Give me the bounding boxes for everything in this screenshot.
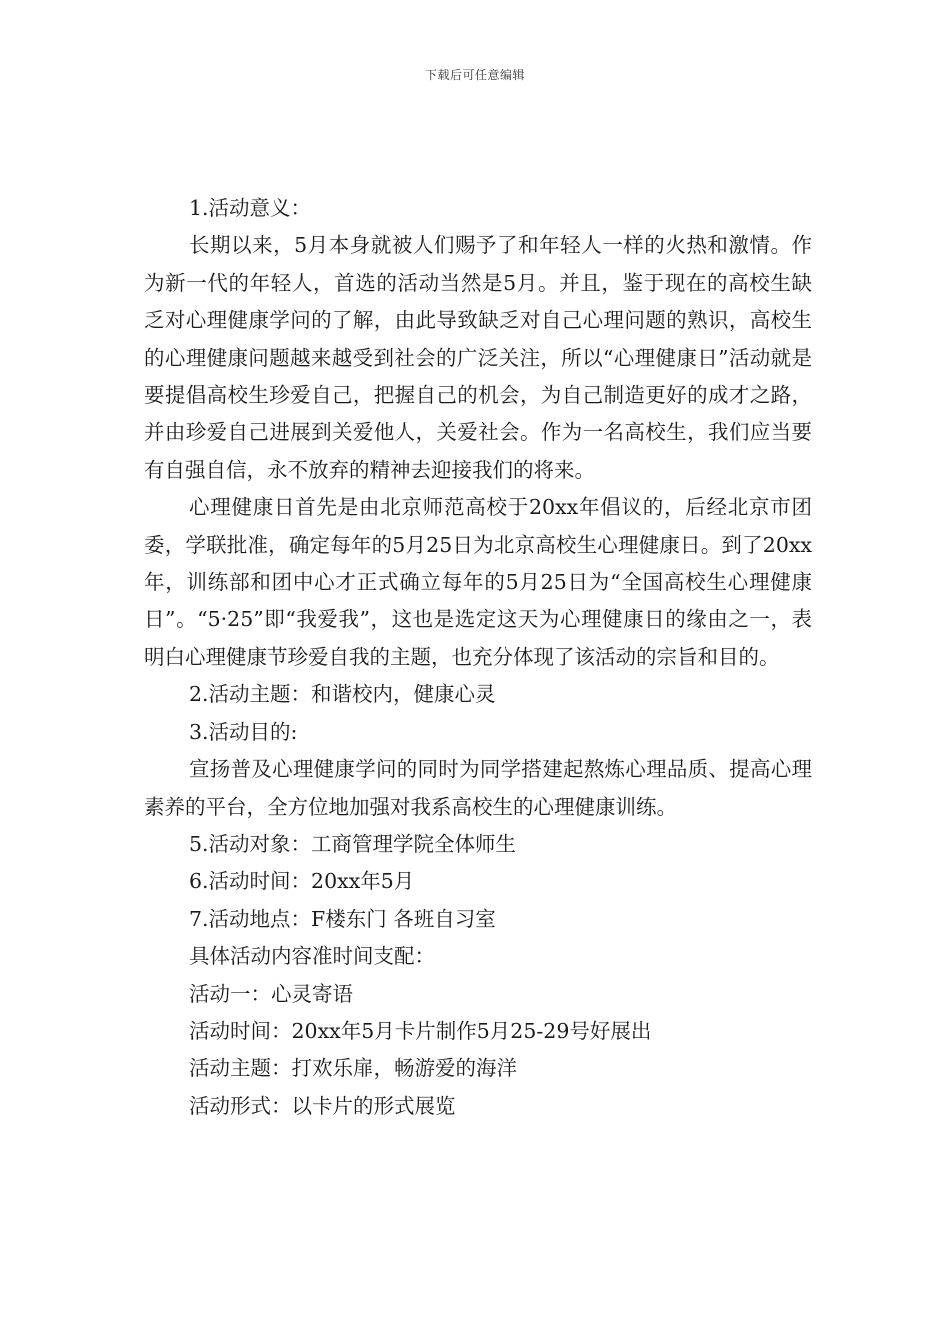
schedule-heading: 具体活动内容准时间支配：: [189, 944, 435, 969]
section-heading-purpose: 3.活动目的:: [189, 719, 298, 744]
paragraph-mental-health-day: 心理健康日首先是由北京师范高校于20xx年倡议的，后经北京市团委，学联批准，确定每年的5月25日为北京高校生心理健康日。到了20xx年，训练部和团中心才正式确立每年的5月25日为“全国高校生心理健康日”。“5·25”即“我爱我”，这也是选定这天为心理健康日的缘由之一，表明白心理健康节珍爱自我的主题，也充分体现了该活动的宗旨和目的。: [144, 495, 812, 669]
header-note: 下载后可任意编辑: [424, 68, 525, 82]
paragraph-purpose: 宣扬普及心理健康学问的同时为同学搭建起熬炼心理品质、提高心理素养的平台，全方位地加强对我系高校生的心理健康训练。: [144, 757, 812, 819]
activity-one-time: 活动时间：20xx年5月卡片制作5月25-29号好展出: [189, 1018, 652, 1043]
document-body: [144, 190, 812, 1125]
activity-audience: 5.活动对象：工商管理学院全体师生: [189, 831, 517, 856]
paragraph-significance: 长期以来，5月本身就被人们赐予了和年轻人一样的火热和激情。作为新一代的年轻人，首选的活动当然是5月。并且，鉴于现在的高校生缺乏对心理健康学问的了解，由此导致缺乏对自己心理问题的熟识，高校生的心理健康问题越来越受到社会的广泛关注，所以“心理健康日”活动就是要提倡高校生珍爱自己，把握自己的机会，为自己制造更好的成才之路，并由珍爱自己进展到关爱他人，关爱社会。作为一名高校生，我们应当要有自强自信，永不放弃的精神去迎接我们的将来。: [144, 233, 812, 482]
activity-location: 7.活动地点：F楼东门 各班自习室: [189, 906, 496, 931]
activity-theme: 2.活动主题：和谐校内，健康心灵: [189, 682, 496, 707]
activity-one-theme: 活动主题：打欢乐扉，畅游爱的海洋: [189, 1056, 517, 1081]
section-heading-significance: 1.活动意义：: [189, 196, 312, 220]
activity-one-title: 活动一：心灵寄语: [189, 981, 353, 1006]
activity-time: 6.活动时间：20xx年5月: [189, 869, 415, 894]
activity-one-format: 活动形式：以卡片的形式展览: [189, 1093, 456, 1118]
